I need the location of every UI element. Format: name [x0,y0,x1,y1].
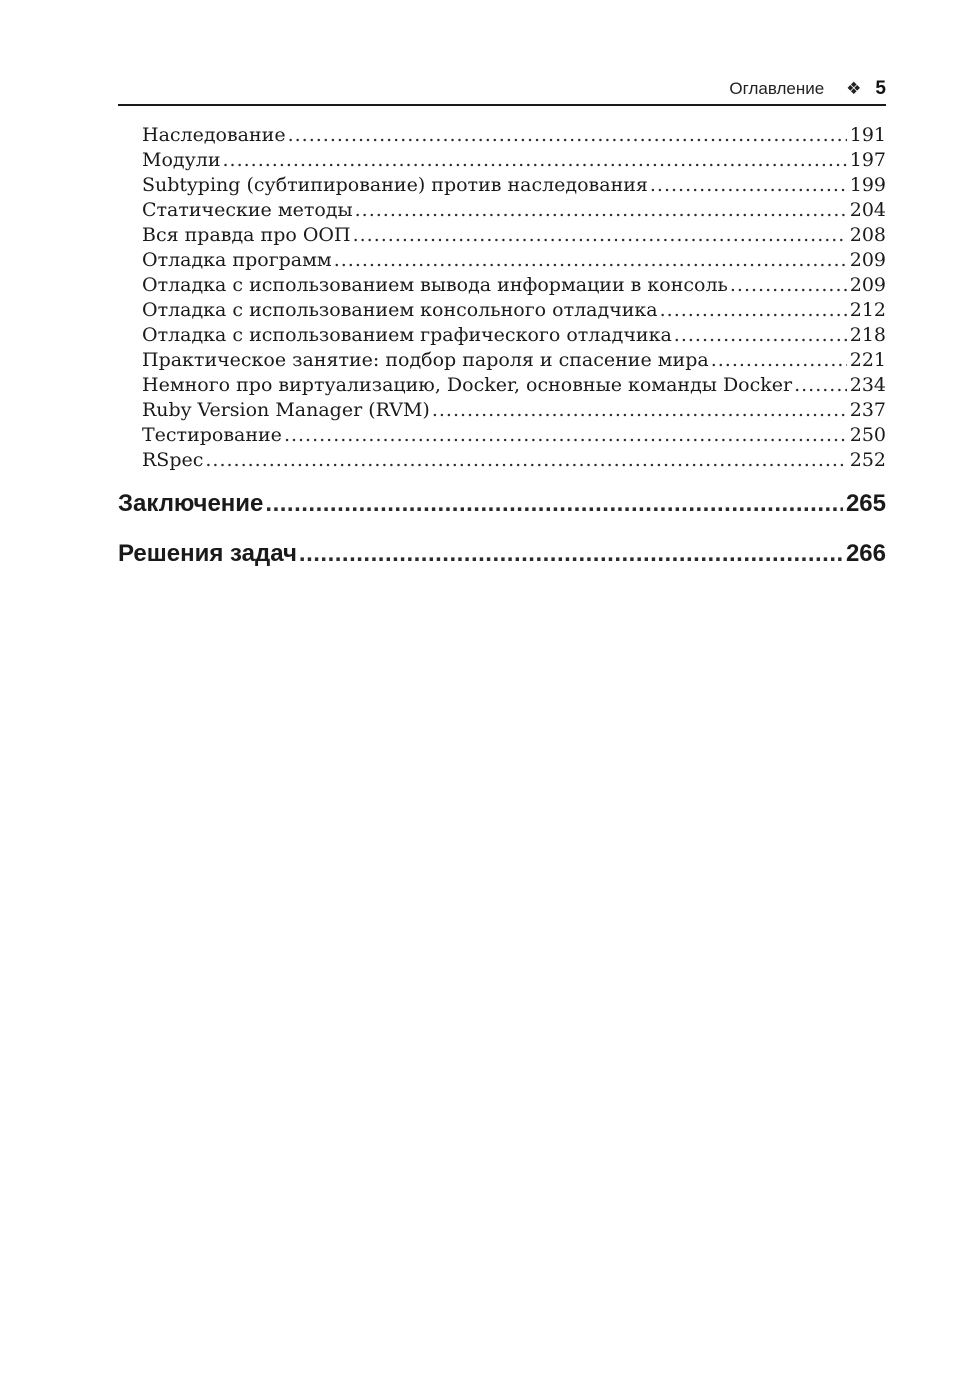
page-number: 5 [875,78,886,99]
toc-entry[interactable] [142,173,886,198]
toc-entry-title: Отладка с использованием вывода информации в консоль [142,274,728,296]
running-header-content [729,78,886,100]
dot-leader [284,423,847,448]
toc-entry[interactable] [142,423,886,448]
dot-leader [674,323,847,348]
toc-entry[interactable] [142,323,886,348]
dot-leader [711,348,847,373]
toc-entry-title: Отладка программ [142,249,332,271]
toc-entry[interactable] [142,273,886,298]
toc-entry-page: 199 [849,174,886,196]
toc-entry-title: Вся правда про ООП [142,224,351,246]
toc-entry-page: 237 [849,399,886,421]
toc-chapter-title: Заключение [118,490,264,517]
toc-entry-page: 218 [849,324,886,346]
toc-entry-title: Модули [142,149,221,171]
ornament-icon: ❖ [846,79,862,98]
toc-entry-page: 209 [849,274,886,296]
toc-entry-title: Статические методы [142,199,353,221]
toc-entry-title: RSpec [142,449,204,471]
toc-entry-title: Наследование [142,124,286,146]
toc-entry[interactable] [142,198,886,223]
toc-chapter-conclusion [118,489,886,519]
dot-leader [223,148,847,173]
toc-entry-title: Немного про виртуализацию, Docker, основные команды Docker [142,374,793,396]
dot-leader [353,223,847,248]
toc-entry-page: 197 [849,149,886,171]
toc-entry-title: Практическое занятие: подбор пароля и спасение мира [142,349,709,371]
header-title: Оглавление [729,79,825,98]
toc-chapter-solutions [118,539,886,569]
dot-leader [660,298,847,323]
toc-entry-page: 234 [849,374,886,396]
toc-entry[interactable] [142,398,886,423]
toc-entry[interactable] [142,298,886,323]
toc-entry-title: Ruby Version Manager (RVM) [142,399,430,421]
toc-entry-title: Отладка с использованием консольного отладчика [142,299,658,321]
toc-entry-page: 221 [849,349,886,371]
toc-entry[interactable] [142,248,886,273]
toc-entry[interactable] [142,373,886,398]
dot-leader [265,489,843,519]
toc-chapter-title: Решения задач [118,540,297,567]
toc-entry[interactable] [142,148,886,173]
toc-chapter-page: 265 [845,490,886,517]
toc-entry-page: 252 [849,449,886,471]
toc-entry-page: 250 [849,424,886,446]
toc-entry[interactable] [142,448,886,473]
toc-entry-page: 191 [849,124,886,146]
toc-entry[interactable] [142,123,886,148]
toc-entry[interactable] [142,223,886,248]
toc-entry-page: 208 [849,224,886,246]
toc-subsection-list [142,123,886,473]
dot-leader [334,248,847,273]
toc-entry-page: 204 [849,199,886,221]
toc-chapter-entry[interactable] [118,539,886,569]
dot-leader [299,539,843,569]
dot-leader [355,198,847,223]
dot-leader [730,273,847,298]
toc-entry-title: Subtyping (субтипирование) против наследования [142,174,648,196]
toc-entry-title: Отладка с использованием графического отладчика [142,324,672,346]
dot-leader [650,173,847,198]
running-header [118,76,886,106]
toc-entry-page: 212 [849,299,886,321]
toc-chapter-entry[interactable] [118,489,886,519]
toc-chapter-page: 266 [845,540,886,567]
dot-leader [432,398,847,423]
dot-leader [205,448,846,473]
dot-leader [794,373,847,398]
toc-entry-title: Тестирование [142,424,282,446]
toc-entry[interactable] [142,348,886,373]
dot-leader [288,123,847,148]
toc-entry-page: 209 [849,249,886,271]
